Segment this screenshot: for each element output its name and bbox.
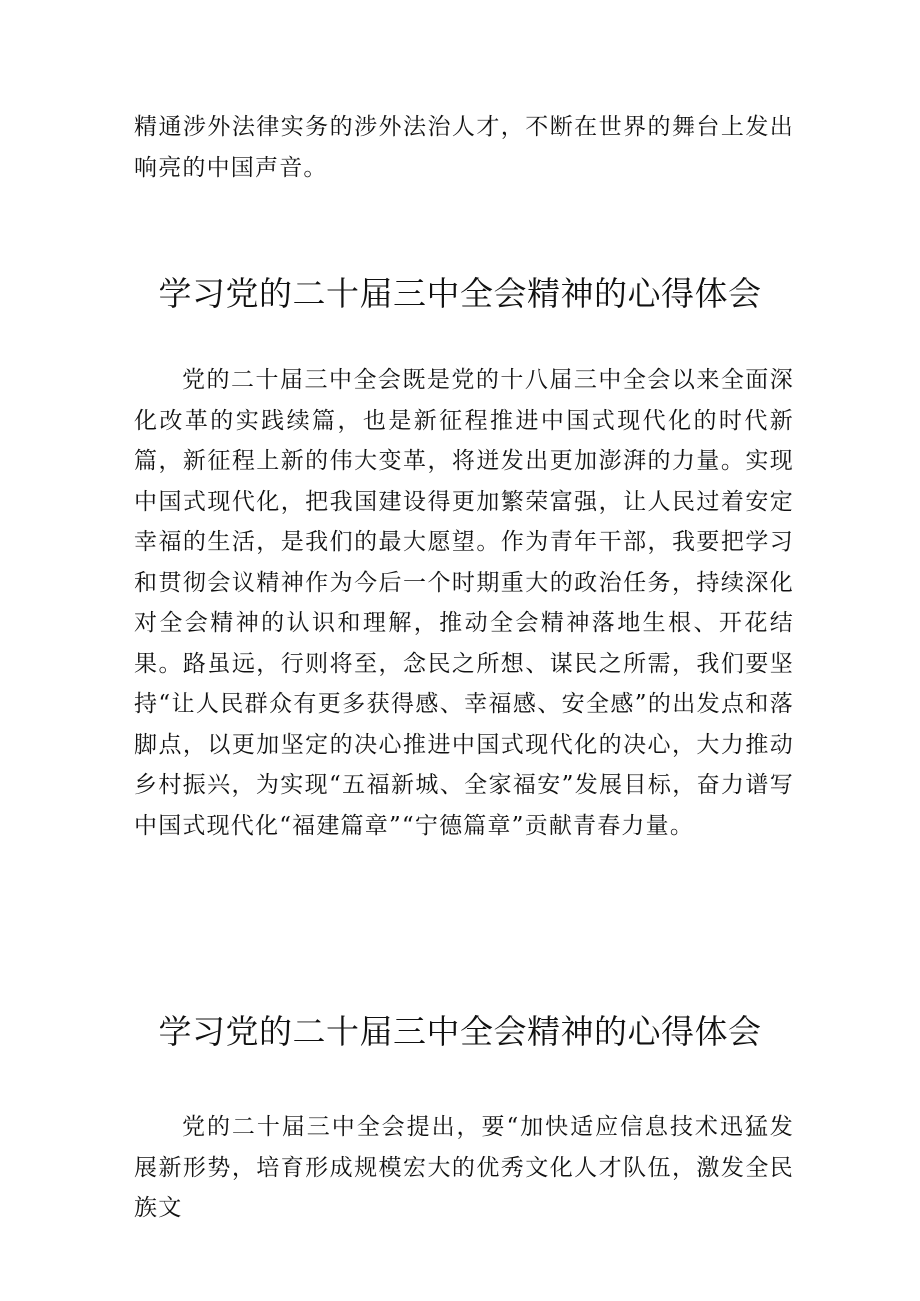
section-heading: 学习党的二十届三中全会精神的心得体会: [158, 1012, 762, 1051]
continuation-paragraph: 精通涉外法律实务的涉外法治人才，不断在世界的舞台上发出响亮的中国声音。: [134, 114, 794, 181]
section-paragraph: 党的二十届三中全会既是党的十八届三中全会以来全面深化改革的实践续篇，也是新征程推进中国式现代化的时代新篇，新征程上新的伟大变革，将迸发出更加澎湃的力量。实现中国式现代化，把我国建设得更加繁荣富强，让人民过着安定幸福的生活，是我们的最大愿望。作为青年干部，我要把学习和贯彻会议精神作为今后一个时期重大的政治任务，持续深化对全会精神的认识和理解，推动全会精神落地生根、开花结果。路虽远，行则将至，念民之所想、谋民之所需，我们要坚持“让人民群众有更多获得感、幸福感、安全感”的出发点和落脚点，以更加坚定的决心推进中国式现代化的决心，大力推动乡村振兴，为实现“五福新城、全家福安”发展目标，奋力谱写中国式现代化“福建篇章”“宁德篇章”贡献青春力量。: [134, 367, 794, 839]
section-heading: 学习党的二十届三中全会精神的心得体会: [158, 274, 762, 313]
section-paragraph: 党的二十届三中全会提出，要“加快适应信息技术迅猛发展新形势，培育形成规模宏大的优秀文化人才队伍，激发全民族文: [134, 1114, 794, 1221]
